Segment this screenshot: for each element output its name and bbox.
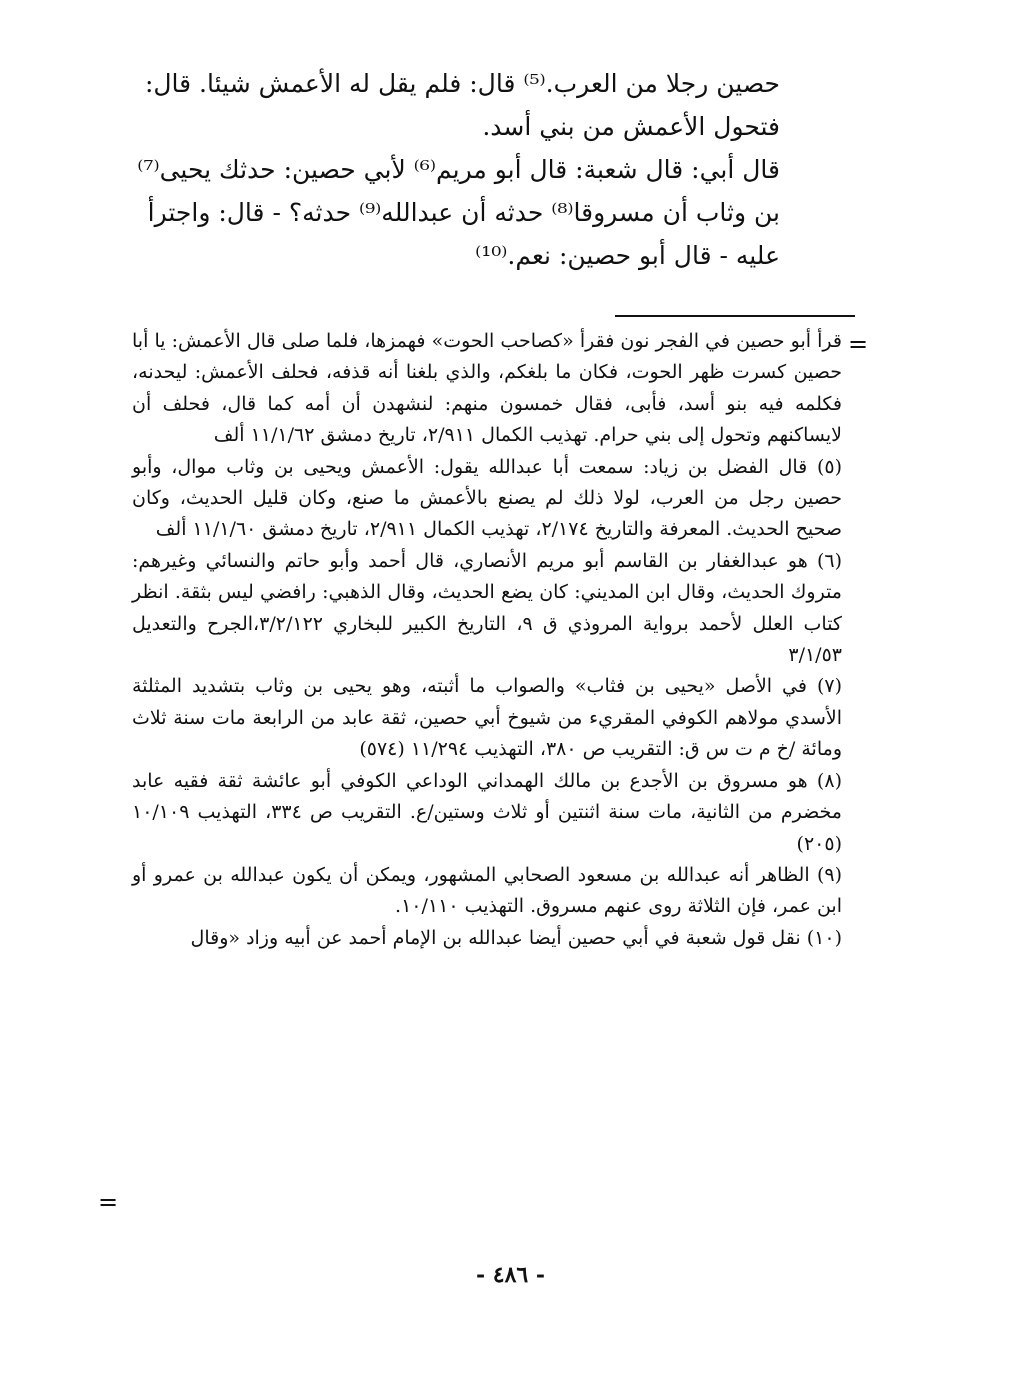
- continuation-mark: =: [848, 330, 869, 358]
- main-paragraph-1: حصين رجلا من العرب.⁽⁵⁾ قال: فلم يقل له الأعمش شيئا. قال: فتحول الأعمش من بني أسد.: [144, 69, 780, 141]
- footnote-continued: قرأ أبو حصين في الفجر نون فقرأ «كصاحب الحوت» فهمزها، فلما صلى قال الأعمش: يا أبا حصين كسرت ظهر الحوت، فكان ما بلغكم، والذي بلغنا أنه قذفه، فحلف الأعمش: ليحدنه، فكلمه فيه بنو أسد، فأبى، فقال خمسون منهم: لنشهدن أن أمه كما قال، فحلف أن لايساكنهم وتحول إلى بني حرام. تهذيب الكمال ٢/٩١١، تاريخ دمشق ١١/١/٦٢ ألف: [132, 330, 842, 447]
- page-number: - ٤٨٦ -: [475, 1262, 546, 1288]
- footnote-5: (٥) قال الفضل بن زياد: سمعت أبا عبدالله يقول: الأعمش ويحيى بن وثاب موال، وأبو حصين رجل من العرب، لولا ذلك لم يصنع بالأعمش ما صنع، وكان قليل الحديث، وكان صحيح الحديث. المعرفة والتاريخ ٢/١٧٤، تهذيب الكمال ٢/٩١١، تاريخ دمشق ١١/١/٦٠ ألف: [132, 455, 842, 541]
- main-text-body: [120, 62, 780, 277]
- footnote-9: (٩) الظاهر أنه عبدالله بن مسعود الصحابي المشهور، ويمكن أن يكون عبدالله بن عمرو أو ابن عمر، فإن الثلاثة روى عنهم مسروق. التهذيب ١٠/١١٠.: [132, 863, 842, 918]
- footnote-10: (١٠) نقل قول شعبة في أبي حصين أيضا عبدالله بن الإمام أحمد عن أبيه وزاد «وقال: [190, 926, 842, 949]
- footnotes-section: [132, 326, 842, 954]
- footnote-7: (٧) في الأصل «يحيى بن فثاب» والصواب ما أثبته، وهو يحيى بن وثاب بتشديد المثلثة الأسدي مولاهم الكوفي المقريء من شيوخ أبي حصين، ثقة عابد من الرابعة مات سنة ثلاث ومائة /خ م ت س ق: التقريب ص ٣٨٠، التهذيب ١١/٢٩٤ (٥٧٤): [132, 675, 842, 761]
- footnote-6: (٦) هو عبدالغفار بن القاسم أبو مريم الأنصاري، قال أحمد وأبو حاتم والنسائي وغيرهم: متروك الحديث، وقال ابن المديني: كان يضع الحديث، وقال الذهبي: رافضي ليس بثقة. انظر كتاب العلل لأحمد برواية المروذي ق ٩، التاريخ الكبير للبخاري ٣/٢/١٢٢،الجرح والتعديل ٣/١/٥٣: [132, 549, 842, 667]
- footnote-separator: [615, 315, 855, 317]
- footnote-8: (٨) هو مسروق بن الأجدع بن مالك الهمداني الوداعي الكوفي أبو عائشة ثقة فقيه عابد مخضرم من الثانية، مات سنة اثنتين أو ثلاث وستين/ع. التقريب ص ٣٣٤، التهذيب ١٠/١٠٩ (٢٠٥): [132, 769, 842, 855]
- main-paragraph-2: قال أبي: قال شعبة: قال أبو مريم⁽⁶⁾ لأبي حصين: حدثك يحيى⁽⁷⁾ بن وثاب أن مسروقا⁽⁸⁾ حدثه أن عبدالله⁽⁹⁾ حدثه؟ - قال: واجترأ عليه - قال أبو حصين: نعم.⁽¹⁰⁾: [137, 155, 780, 270]
- continuation-mark-bottom: =: [98, 1188, 119, 1216]
